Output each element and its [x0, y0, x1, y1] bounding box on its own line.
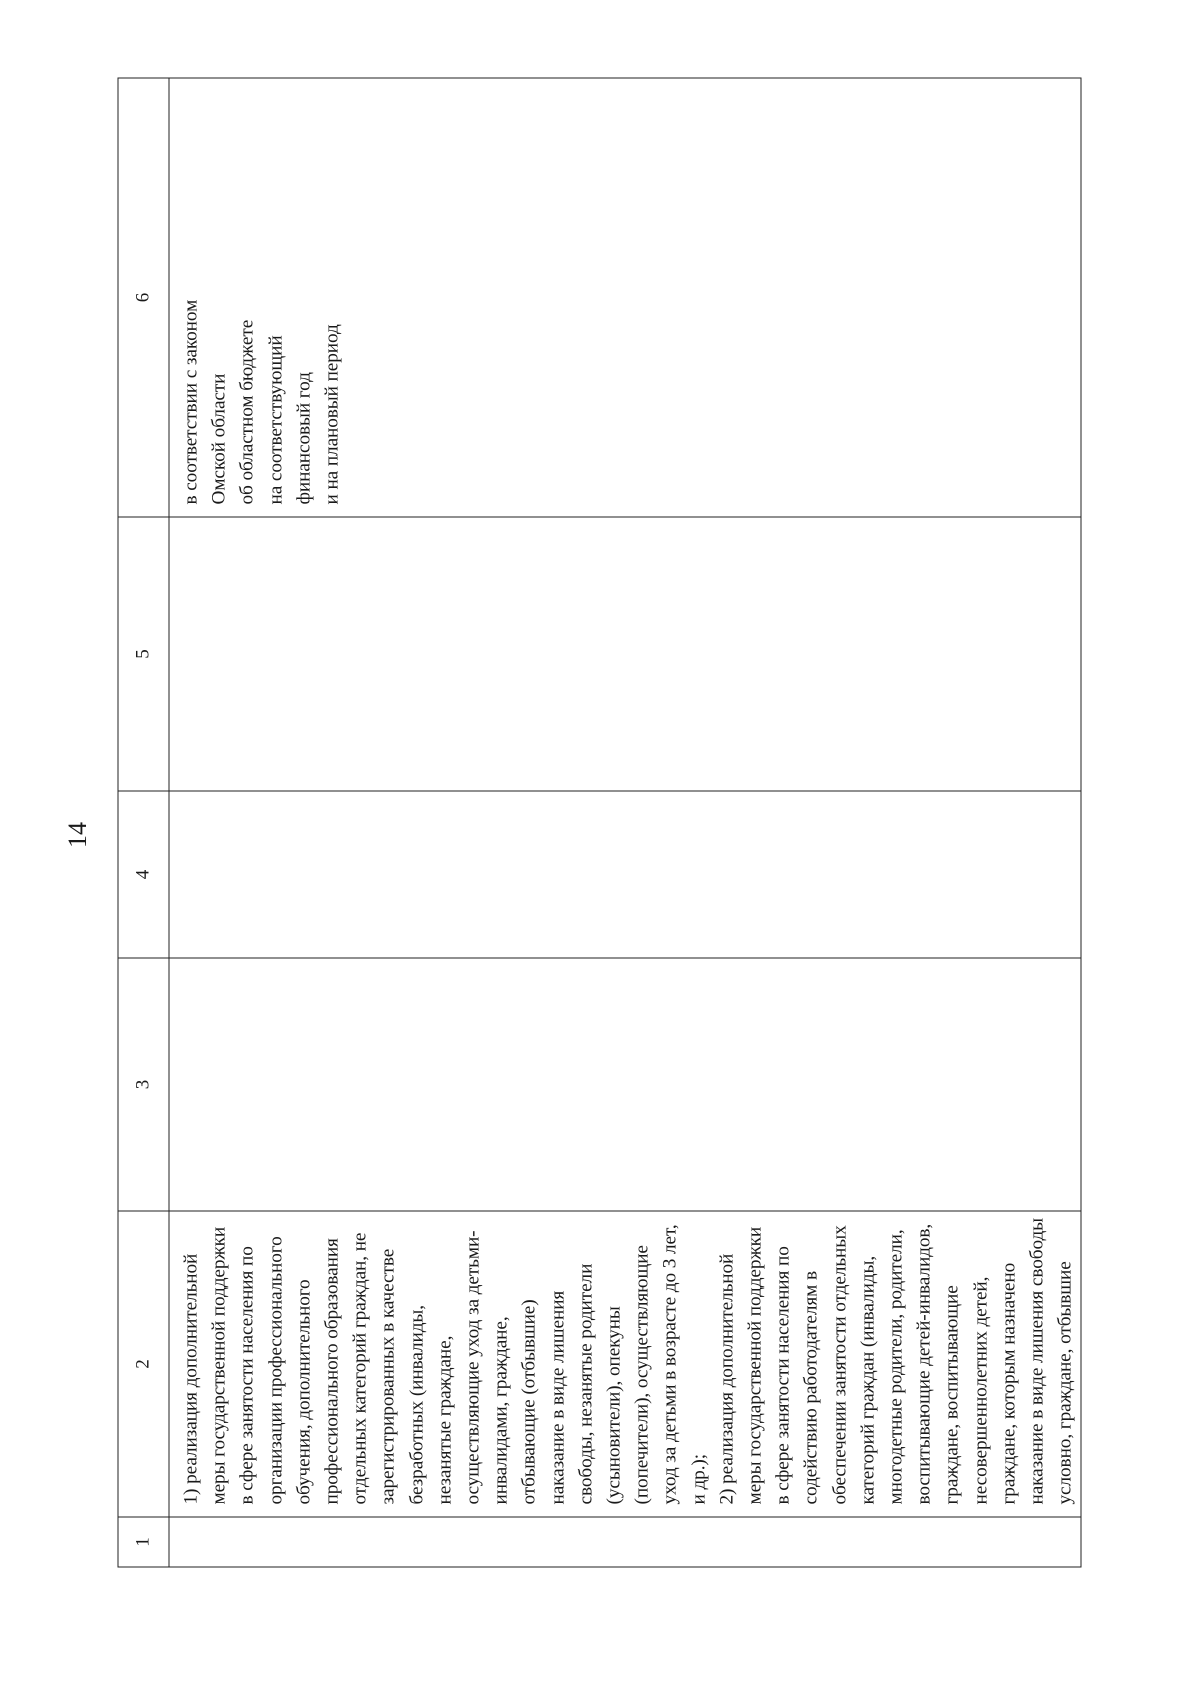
cell-col-2-text: 1) реализация дополнительной меры государственной поддержки в сфере занятости населения по организации профессионального обучения, дополнительного профессионального образования отдельных категорий граждан, не зарегистрированных в качестве безработных (инвалиды, незанятые граждане, осуществляющие уход за детьми- инвалидами, граждане, отбывающие (отбывшие) наказание в виде лишения свободы, незанятые родители (усыновители), опекуны (попечители), осуществляющие уход за детьми в возрасте до 3 лет, и др.); 2) реализация дополнительной меры государственной поддержки в сфере занятости населения по содействию работодателям в обеспечении занятости отдельных категорий граждан (инвалиды, многодетные родители, родители, воспитывающие детей-инвалидов, граждане, воспитывающие несовершеннолетних детей, граждане, которым назначено наказание в виде лишения свободы условно, граждане, отбывшие	[180, 1217, 1076, 1504]
header-col-5: 5	[118, 517, 169, 791]
table-header-row	[118, 78, 169, 1567]
header-col-1: 1	[118, 1517, 169, 1567]
cell-col-1	[169, 1517, 1081, 1567]
header-col-2: 2	[118, 1211, 169, 1517]
cell-col-6-text: в соответствии с законом Омской области об областном бюджете на соответствующий финансовый год и на плановый период	[180, 299, 343, 504]
header-col-3: 3	[118, 958, 169, 1211]
table-container	[117, 78, 1075, 1567]
cell-col-4	[169, 791, 1081, 958]
cell-col-6	[169, 78, 1081, 517]
cell-col-5	[169, 517, 1081, 791]
table-row	[169, 78, 1081, 1567]
cell-col-3-text	[169, 958, 177, 1210]
cell-col-5-text	[169, 517, 177, 790]
cell-col-4-text	[169, 791, 177, 957]
cell-col-2	[169, 1211, 1081, 1517]
header-col-4: 4	[118, 791, 169, 958]
cell-col-3	[169, 958, 1081, 1211]
page-number: 14	[63, 822, 92, 848]
header-col-6: 6	[118, 78, 169, 517]
cell-col-1-text	[169, 1517, 177, 1566]
document-table	[117, 77, 1081, 1567]
